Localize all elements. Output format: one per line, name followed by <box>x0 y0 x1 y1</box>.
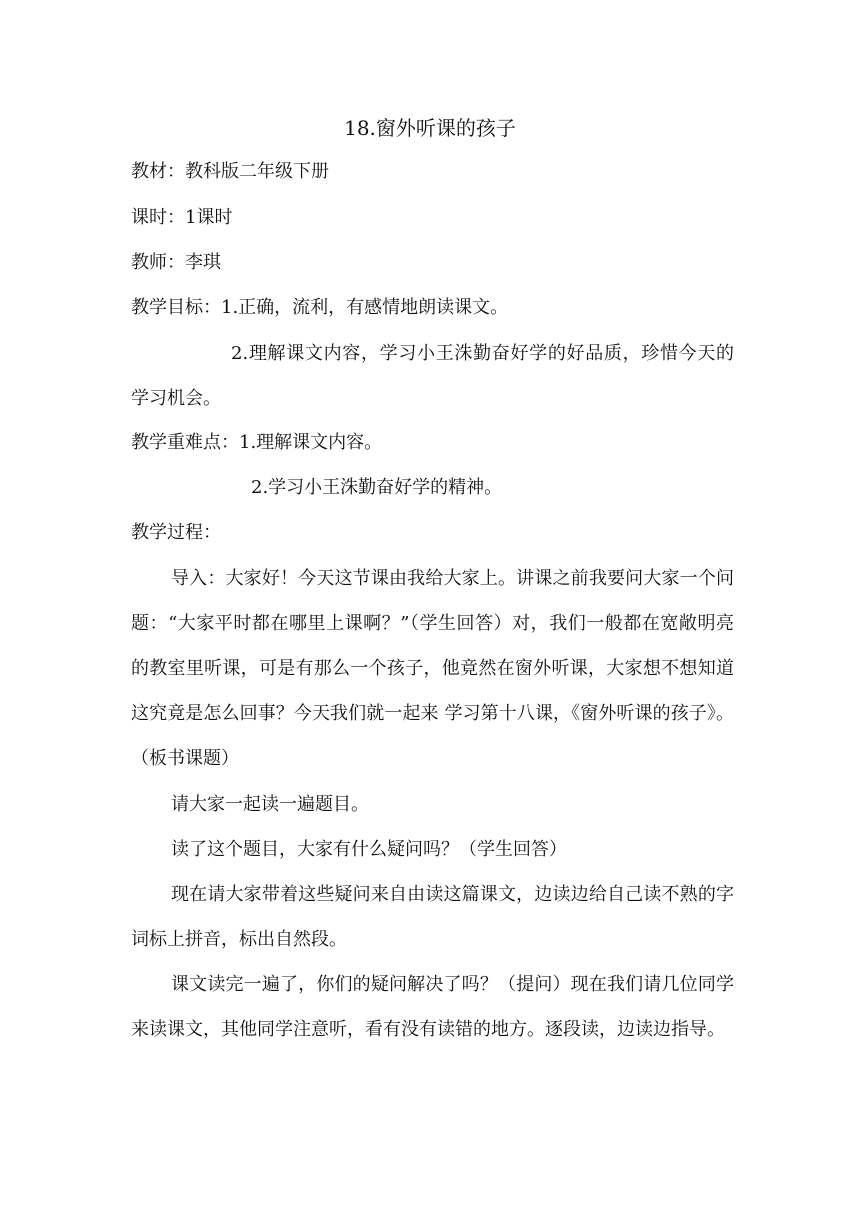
process-paragraph-2: 请大家一起读一遍题目。 <box>171 794 369 815</box>
process-paragraph-5: 课文读完一遍了，你们的疑问解决了吗？（提问）现在我们请几位同学来读课文，其他同学注意听，看有没有读错的地方。逐段读，边读边指导。 <box>131 974 734 1040</box>
process-paragraph-4: 现在请大家带着这些疑问来自由读这篇课文，边读边给自己读不熟的字词标上拼音，标出自然段。 <box>131 884 734 950</box>
teacher-line: 教师：李琪 <box>131 252 221 273</box>
objectives-item-2: 2.理解课文内容，学习小王洙勤奋好学的好品质，珍惜今天的学习机会。 <box>131 343 734 409</box>
process-heading: 教学过程： <box>131 522 221 543</box>
textbook-line: 教材：教科版二年级下册 <box>131 161 329 182</box>
class-hours-line: 课时：1课时 <box>131 207 233 228</box>
objectives-line-1: 教学目标：1.正确，流利，有感情地朗读课文。 <box>131 297 509 318</box>
process-paragraph-3: 读了这个题目，大家有什么疑问吗？（学生回答） <box>171 839 567 860</box>
key-points-item-2: 2.学习小王洙勤奋好学的精神。 <box>251 477 503 498</box>
key-points-line-1: 教学重难点：1.理解课文内容。 <box>131 432 383 453</box>
document-title: 18.窗外听课的孩子 <box>344 116 516 140</box>
process-paragraph-intro: 导入：大家好！今天这节课由我给大家上。讲课之前我要问大家一个问题：“大家平时都在哪里上课啊？”（学生回答）对，我们一般都在宽敞明亮的教室里听课，可是有那么一个孩子，他竟然在窗外听课，大家想不想知道这究竟是怎么回事？今天我们就一起来 学习第十八课，《窗外听课的孩子》。（板书课题） <box>131 568 734 769</box>
